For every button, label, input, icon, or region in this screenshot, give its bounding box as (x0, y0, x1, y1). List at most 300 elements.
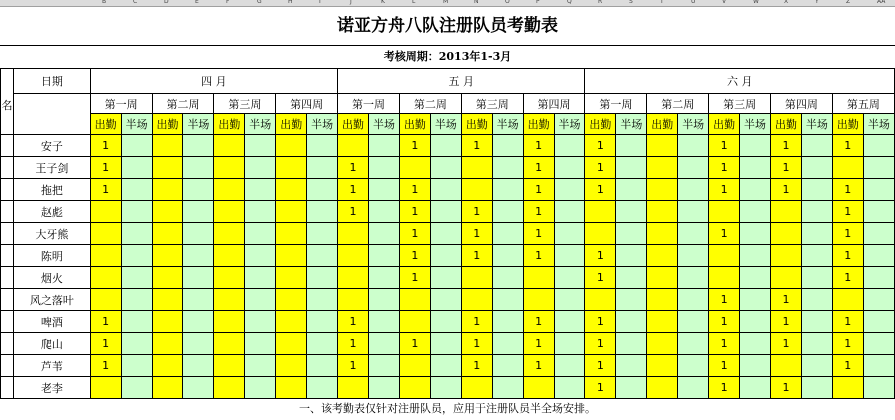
attend-cell[interactable] (771, 355, 802, 377)
attend-cell[interactable] (152, 157, 183, 179)
attend-cell[interactable] (647, 377, 678, 399)
half-cell[interactable] (183, 201, 214, 223)
attend-cell[interactable]: 1 (585, 333, 616, 355)
attend-cell[interactable] (771, 201, 802, 223)
half-cell[interactable] (307, 267, 338, 289)
attend-cell[interactable]: 1 (338, 201, 369, 223)
half-cell[interactable] (183, 289, 214, 311)
half-cell[interactable] (740, 355, 771, 377)
attend-cell[interactable]: 1 (461, 135, 492, 157)
half-cell[interactable] (369, 223, 400, 245)
half-cell[interactable] (245, 333, 276, 355)
attend-cell[interactable]: 1 (709, 135, 740, 157)
attend-cell[interactable] (771, 223, 802, 245)
attend-cell[interactable] (709, 201, 740, 223)
attend-cell[interactable] (709, 245, 740, 267)
attend-cell[interactable]: 1 (90, 179, 121, 201)
half-cell[interactable] (492, 289, 523, 311)
attend-cell[interactable]: 1 (771, 179, 802, 201)
half-cell[interactable] (430, 333, 461, 355)
half-cell[interactable] (863, 289, 894, 311)
half-cell[interactable] (492, 245, 523, 267)
attend-cell[interactable]: 1 (709, 333, 740, 355)
half-cell[interactable] (616, 267, 647, 289)
half-cell[interactable] (430, 245, 461, 267)
attend-cell[interactable] (647, 157, 678, 179)
attend-cell[interactable] (152, 311, 183, 333)
attend-cell[interactable]: 1 (832, 333, 863, 355)
half-cell[interactable] (492, 267, 523, 289)
attend-cell[interactable] (276, 157, 307, 179)
half-cell[interactable] (369, 179, 400, 201)
half-cell[interactable] (307, 289, 338, 311)
half-cell[interactable] (863, 311, 894, 333)
attend-cell[interactable] (90, 201, 121, 223)
half-cell[interactable] (307, 333, 338, 355)
attend-cell[interactable] (338, 245, 369, 267)
half-cell[interactable] (863, 333, 894, 355)
attend-cell[interactable]: 1 (523, 245, 554, 267)
half-cell[interactable] (801, 289, 832, 311)
half-cell[interactable] (492, 223, 523, 245)
half-cell[interactable] (430, 311, 461, 333)
attend-cell[interactable] (214, 377, 245, 399)
half-cell[interactable] (369, 333, 400, 355)
half-cell[interactable] (307, 355, 338, 377)
attend-cell[interactable] (152, 333, 183, 355)
attend-cell[interactable]: 1 (338, 311, 369, 333)
attend-cell[interactable]: 1 (585, 267, 616, 289)
half-cell[interactable] (369, 201, 400, 223)
attend-cell[interactable]: 1 (832, 245, 863, 267)
half-cell[interactable] (616, 355, 647, 377)
half-cell[interactable] (554, 179, 585, 201)
half-cell[interactable] (307, 245, 338, 267)
attend-cell[interactable]: 1 (338, 333, 369, 355)
attend-cell[interactable]: 1 (771, 377, 802, 399)
half-cell[interactable] (863, 267, 894, 289)
attend-cell[interactable] (90, 289, 121, 311)
attend-cell[interactable] (523, 289, 554, 311)
attend-cell[interactable]: 1 (771, 289, 802, 311)
attend-cell[interactable]: 1 (585, 311, 616, 333)
half-cell[interactable] (183, 179, 214, 201)
half-cell[interactable] (430, 135, 461, 157)
attend-cell[interactable] (214, 267, 245, 289)
attend-cell[interactable] (276, 201, 307, 223)
half-cell[interactable] (121, 377, 152, 399)
attend-cell[interactable] (214, 157, 245, 179)
half-cell[interactable] (307, 135, 338, 157)
attend-cell[interactable] (771, 245, 802, 267)
half-cell[interactable] (307, 201, 338, 223)
half-cell[interactable] (121, 135, 152, 157)
half-cell[interactable] (369, 135, 400, 157)
attend-cell[interactable]: 1 (585, 157, 616, 179)
half-cell[interactable] (554, 157, 585, 179)
attend-cell[interactable] (647, 223, 678, 245)
attend-cell[interactable] (399, 355, 430, 377)
attend-cell[interactable] (276, 333, 307, 355)
half-cell[interactable] (801, 355, 832, 377)
half-cell[interactable] (801, 157, 832, 179)
half-cell[interactable] (245, 157, 276, 179)
half-cell[interactable] (616, 223, 647, 245)
attend-cell[interactable] (461, 179, 492, 201)
half-cell[interactable] (121, 355, 152, 377)
half-cell[interactable] (801, 201, 832, 223)
half-cell[interactable] (492, 179, 523, 201)
half-cell[interactable] (740, 245, 771, 267)
half-cell[interactable] (245, 245, 276, 267)
attend-cell[interactable]: 1 (90, 355, 121, 377)
half-cell[interactable] (740, 223, 771, 245)
attend-cell[interactable] (90, 223, 121, 245)
half-cell[interactable] (801, 245, 832, 267)
attend-cell[interactable]: 1 (90, 135, 121, 157)
attend-cell[interactable] (647, 135, 678, 157)
half-cell[interactable] (740, 157, 771, 179)
attend-cell[interactable]: 1 (461, 355, 492, 377)
attend-cell[interactable] (276, 223, 307, 245)
half-cell[interactable] (801, 377, 832, 399)
attend-cell[interactable] (90, 377, 121, 399)
attend-cell[interactable]: 1 (461, 223, 492, 245)
half-cell[interactable] (554, 311, 585, 333)
half-cell[interactable] (801, 333, 832, 355)
half-cell[interactable] (740, 377, 771, 399)
attend-cell[interactable]: 1 (832, 179, 863, 201)
half-cell[interactable] (430, 377, 461, 399)
attend-cell[interactable]: 1 (709, 223, 740, 245)
half-cell[interactable] (616, 179, 647, 201)
half-cell[interactable] (430, 289, 461, 311)
attend-cell[interactable]: 1 (461, 201, 492, 223)
attend-cell[interactable] (214, 179, 245, 201)
half-cell[interactable] (245, 179, 276, 201)
attend-cell[interactable]: 1 (709, 355, 740, 377)
half-cell[interactable] (801, 267, 832, 289)
attend-cell[interactable] (276, 377, 307, 399)
attend-cell[interactable]: 1 (709, 289, 740, 311)
attend-cell[interactable]: 1 (90, 333, 121, 355)
attend-cell[interactable] (214, 135, 245, 157)
half-cell[interactable] (554, 377, 585, 399)
half-cell[interactable] (492, 201, 523, 223)
half-cell[interactable] (801, 135, 832, 157)
attend-cell[interactable] (276, 135, 307, 157)
attend-cell[interactable]: 1 (461, 245, 492, 267)
half-cell[interactable] (121, 179, 152, 201)
half-cell[interactable] (492, 311, 523, 333)
half-cell[interactable] (121, 333, 152, 355)
half-cell[interactable] (678, 179, 709, 201)
half-cell[interactable] (369, 289, 400, 311)
attend-cell[interactable] (832, 157, 863, 179)
half-cell[interactable] (678, 377, 709, 399)
attend-cell[interactable]: 1 (585, 179, 616, 201)
half-cell[interactable] (863, 377, 894, 399)
attend-cell[interactable]: 1 (771, 135, 802, 157)
attend-cell[interactable]: 1 (338, 157, 369, 179)
attend-cell[interactable] (832, 289, 863, 311)
half-cell[interactable] (245, 135, 276, 157)
half-cell[interactable] (740, 311, 771, 333)
half-cell[interactable] (740, 201, 771, 223)
half-cell[interactable] (740, 289, 771, 311)
attend-cell[interactable] (771, 267, 802, 289)
attend-cell[interactable] (214, 245, 245, 267)
half-cell[interactable] (369, 157, 400, 179)
half-cell[interactable] (554, 135, 585, 157)
attend-cell[interactable] (338, 267, 369, 289)
attend-cell[interactable] (152, 179, 183, 201)
half-cell[interactable] (616, 311, 647, 333)
attend-cell[interactable]: 1 (709, 311, 740, 333)
half-cell[interactable] (678, 245, 709, 267)
attend-cell[interactable]: 1 (585, 355, 616, 377)
attend-cell[interactable] (276, 179, 307, 201)
attend-cell[interactable] (709, 267, 740, 289)
half-cell[interactable] (430, 355, 461, 377)
half-cell[interactable] (369, 355, 400, 377)
half-cell[interactable] (863, 157, 894, 179)
attend-cell[interactable]: 1 (399, 223, 430, 245)
attend-cell[interactable] (276, 355, 307, 377)
attend-cell[interactable] (152, 135, 183, 157)
attend-cell[interactable] (338, 289, 369, 311)
attend-cell[interactable]: 1 (90, 157, 121, 179)
attend-cell[interactable] (399, 311, 430, 333)
attend-cell[interactable] (152, 201, 183, 223)
attend-cell[interactable]: 1 (523, 223, 554, 245)
attend-cell[interactable] (214, 201, 245, 223)
half-cell[interactable] (863, 245, 894, 267)
attend-cell[interactable]: 1 (399, 201, 430, 223)
half-cell[interactable] (678, 355, 709, 377)
attend-cell[interactable] (523, 267, 554, 289)
attend-cell[interactable] (276, 311, 307, 333)
half-cell[interactable] (616, 157, 647, 179)
half-cell[interactable] (492, 333, 523, 355)
half-cell[interactable] (740, 333, 771, 355)
half-cell[interactable] (430, 201, 461, 223)
half-cell[interactable] (554, 267, 585, 289)
half-cell[interactable] (616, 201, 647, 223)
attend-cell[interactable] (523, 377, 554, 399)
half-cell[interactable] (245, 377, 276, 399)
half-cell[interactable] (492, 135, 523, 157)
attend-cell[interactable] (399, 157, 430, 179)
half-cell[interactable] (369, 245, 400, 267)
half-cell[interactable] (863, 179, 894, 201)
half-cell[interactable] (554, 355, 585, 377)
half-cell[interactable] (430, 179, 461, 201)
attend-cell[interactable] (585, 223, 616, 245)
attend-cell[interactable]: 1 (399, 245, 430, 267)
half-cell[interactable] (369, 377, 400, 399)
attend-cell[interactable]: 1 (399, 267, 430, 289)
half-cell[interactable] (121, 223, 152, 245)
attend-cell[interactable]: 1 (585, 135, 616, 157)
attend-cell[interactable]: 1 (461, 333, 492, 355)
attend-cell[interactable]: 1 (399, 333, 430, 355)
attend-cell[interactable] (152, 223, 183, 245)
half-cell[interactable] (801, 311, 832, 333)
half-cell[interactable] (678, 223, 709, 245)
attend-cell[interactable]: 1 (832, 267, 863, 289)
half-cell[interactable] (369, 267, 400, 289)
half-cell[interactable] (863, 135, 894, 157)
half-cell[interactable] (554, 333, 585, 355)
attend-cell[interactable]: 1 (90, 311, 121, 333)
half-cell[interactable] (121, 201, 152, 223)
attend-cell[interactable] (647, 245, 678, 267)
attend-cell[interactable] (276, 267, 307, 289)
attend-cell[interactable]: 1 (709, 179, 740, 201)
attend-cell[interactable] (338, 135, 369, 157)
attend-cell[interactable] (90, 267, 121, 289)
attend-cell[interactable] (276, 289, 307, 311)
half-cell[interactable] (121, 157, 152, 179)
attend-cell[interactable] (152, 289, 183, 311)
half-cell[interactable] (121, 267, 152, 289)
attend-cell[interactable]: 1 (585, 245, 616, 267)
attend-cell[interactable]: 1 (523, 179, 554, 201)
half-cell[interactable] (245, 355, 276, 377)
half-cell[interactable] (492, 355, 523, 377)
half-cell[interactable] (307, 179, 338, 201)
attend-cell[interactable] (647, 201, 678, 223)
half-cell[interactable] (492, 377, 523, 399)
half-cell[interactable] (183, 267, 214, 289)
half-cell[interactable] (863, 201, 894, 223)
attend-cell[interactable]: 1 (832, 355, 863, 377)
attend-cell[interactable]: 1 (523, 333, 554, 355)
half-cell[interactable] (183, 223, 214, 245)
half-cell[interactable] (678, 201, 709, 223)
half-cell[interactable] (307, 223, 338, 245)
half-cell[interactable] (245, 267, 276, 289)
attend-cell[interactable]: 1 (771, 157, 802, 179)
attend-cell[interactable] (338, 223, 369, 245)
half-cell[interactable] (740, 267, 771, 289)
half-cell[interactable] (740, 179, 771, 201)
half-cell[interactable] (554, 223, 585, 245)
half-cell[interactable] (245, 201, 276, 223)
attend-cell[interactable]: 1 (523, 311, 554, 333)
half-cell[interactable] (183, 377, 214, 399)
attend-cell[interactable] (399, 377, 430, 399)
attend-cell[interactable] (461, 289, 492, 311)
attend-cell[interactable] (585, 289, 616, 311)
half-cell[interactable] (492, 157, 523, 179)
half-cell[interactable] (121, 245, 152, 267)
attend-cell[interactable]: 1 (709, 157, 740, 179)
half-cell[interactable] (121, 311, 152, 333)
attend-cell[interactable]: 1 (399, 135, 430, 157)
half-cell[interactable] (307, 377, 338, 399)
attend-cell[interactable] (152, 355, 183, 377)
attend-cell[interactable] (647, 311, 678, 333)
half-cell[interactable] (554, 201, 585, 223)
attend-cell[interactable] (152, 377, 183, 399)
half-cell[interactable] (616, 245, 647, 267)
half-cell[interactable] (183, 245, 214, 267)
half-cell[interactable] (183, 157, 214, 179)
attend-cell[interactable] (647, 267, 678, 289)
attend-cell[interactable] (214, 223, 245, 245)
half-cell[interactable] (616, 377, 647, 399)
attend-cell[interactable] (90, 245, 121, 267)
half-cell[interactable] (554, 289, 585, 311)
half-cell[interactable] (678, 333, 709, 355)
half-cell[interactable] (554, 245, 585, 267)
half-cell[interactable] (616, 289, 647, 311)
half-cell[interactable] (678, 135, 709, 157)
attend-cell[interactable]: 1 (523, 157, 554, 179)
attend-cell[interactable] (214, 333, 245, 355)
attend-cell[interactable] (152, 245, 183, 267)
attend-cell[interactable]: 1 (523, 201, 554, 223)
attend-cell[interactable]: 1 (709, 377, 740, 399)
attend-cell[interactable] (832, 377, 863, 399)
attend-cell[interactable]: 1 (771, 311, 802, 333)
half-cell[interactable] (183, 135, 214, 157)
half-cell[interactable] (369, 311, 400, 333)
attend-cell[interactable] (647, 355, 678, 377)
attend-cell[interactable] (585, 201, 616, 223)
half-cell[interactable] (245, 223, 276, 245)
attend-cell[interactable]: 1 (338, 179, 369, 201)
half-cell[interactable] (183, 355, 214, 377)
half-cell[interactable] (678, 289, 709, 311)
attend-cell[interactable] (214, 311, 245, 333)
attend-cell[interactable] (152, 267, 183, 289)
half-cell[interactable] (183, 333, 214, 355)
attend-cell[interactable] (461, 267, 492, 289)
half-cell[interactable] (307, 157, 338, 179)
attend-cell[interactable] (647, 333, 678, 355)
attend-cell[interactable] (399, 289, 430, 311)
attend-cell[interactable]: 1 (771, 333, 802, 355)
half-cell[interactable] (863, 355, 894, 377)
half-cell[interactable] (430, 157, 461, 179)
half-cell[interactable] (801, 223, 832, 245)
attend-cell[interactable] (647, 179, 678, 201)
attend-cell[interactable]: 1 (461, 311, 492, 333)
half-cell[interactable] (801, 179, 832, 201)
attend-cell[interactable] (461, 157, 492, 179)
attend-cell[interactable]: 1 (585, 377, 616, 399)
attend-cell[interactable]: 1 (523, 135, 554, 157)
half-cell[interactable] (121, 289, 152, 311)
half-cell[interactable] (616, 135, 647, 157)
attend-cell[interactable]: 1 (399, 179, 430, 201)
half-cell[interactable] (183, 311, 214, 333)
half-cell[interactable] (678, 157, 709, 179)
half-cell[interactable] (863, 223, 894, 245)
attend-cell[interactable]: 1 (832, 223, 863, 245)
attend-cell[interactable] (461, 377, 492, 399)
half-cell[interactable] (740, 135, 771, 157)
half-cell[interactable] (430, 223, 461, 245)
attend-cell[interactable]: 1 (832, 135, 863, 157)
half-cell[interactable] (245, 289, 276, 311)
attend-cell[interactable]: 1 (523, 355, 554, 377)
half-cell[interactable] (678, 267, 709, 289)
attend-cell[interactable] (338, 377, 369, 399)
